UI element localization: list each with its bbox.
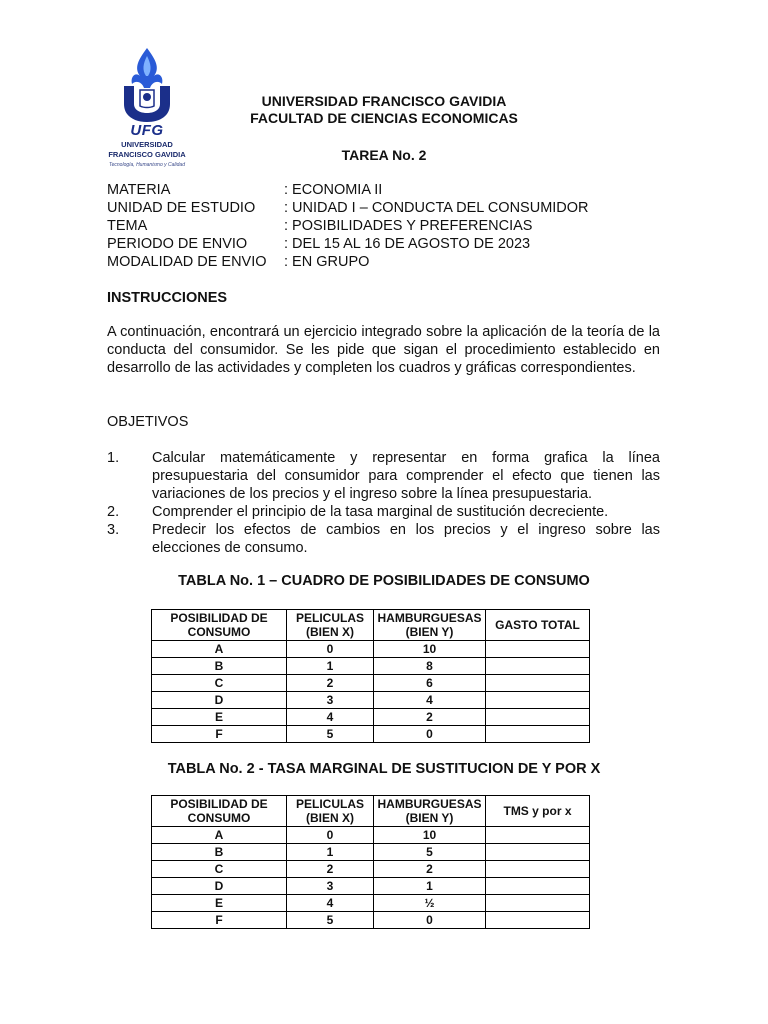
column-header: HAMBURGUESAS (BIEN Y): [374, 796, 486, 827]
list-item-text: Predecir los efectos de cambios en los precios y el ingreso sobre las elecciones de consumo.: [152, 522, 660, 556]
info-key: MATERIA: [107, 182, 171, 198]
table-cell: E: [152, 895, 287, 912]
info-value: : POSIBILIDADES Y PREFERENCIAS: [284, 218, 533, 234]
logo-line-1: UNIVERSIDAD: [121, 140, 173, 149]
info-row-materia: [107, 181, 589, 199]
table-row: [152, 861, 590, 878]
info-value: : ECONOMIA II: [284, 182, 383, 198]
table-cell-blank: [486, 861, 590, 878]
table-cell: 3: [287, 692, 374, 709]
table-cell: 8: [374, 658, 486, 675]
info-row-modalidad: [107, 253, 589, 271]
table-cell: 0: [374, 726, 486, 743]
table-cell: B: [152, 658, 287, 675]
info-key: UNIDAD DE ESTUDIO: [107, 200, 256, 216]
table-cell-blank: [486, 827, 590, 844]
table-cell-blank: [486, 895, 590, 912]
table-header-row: [152, 796, 590, 827]
table-cell: 6: [374, 675, 486, 692]
table-cell: 0: [287, 827, 374, 844]
objectives-title: OBJETIVOS: [107, 414, 189, 430]
table-cell: 4: [287, 709, 374, 726]
list-item-number: 1.: [107, 450, 120, 466]
course-info: [107, 181, 589, 271]
logo-line-2: FRANCISCO GAVIDIA: [108, 150, 186, 159]
table-cell: 2: [287, 675, 374, 692]
table-cell-blank: [486, 709, 590, 726]
column-header: PELICULAS (BIEN X): [287, 610, 374, 641]
table-cell: 3: [287, 878, 374, 895]
table-cell: 1: [287, 844, 374, 861]
table-cell: F: [152, 912, 287, 929]
table-cell-blank: [486, 641, 590, 658]
table-cell: C: [152, 675, 287, 692]
table1-title: TABLA No. 1 – CUADRO DE POSIBILIDADES DE CONSUMO: [178, 573, 590, 589]
table-cell: 2: [287, 861, 374, 878]
table-row: [152, 895, 590, 912]
list-item: [107, 503, 660, 521]
table-row: [152, 827, 590, 844]
table-cell: C: [152, 861, 287, 878]
table-cell: 2: [374, 861, 486, 878]
table-cell: 5: [374, 844, 486, 861]
table-cell: A: [152, 827, 287, 844]
faculty-name: FACULTAD DE CIENCIAS ECONOMICAS: [250, 110, 518, 126]
table-cell: 10: [374, 641, 486, 658]
table-cell: B: [152, 844, 287, 861]
table-cell: 0: [374, 912, 486, 929]
list-item-number: 3.: [107, 522, 120, 538]
table-row: [152, 912, 590, 929]
list-item-text: Comprender el principio de la tasa marginal de sustitución decreciente.: [152, 504, 609, 520]
table-cell: 4: [287, 895, 374, 912]
info-key: PERIODO DE ENVIO: [107, 236, 248, 252]
table2-title: TABLA No. 2 - TASA MARGINAL DE SUSTITUCION DE Y POR X: [167, 761, 601, 777]
info-value: : EN GRUPO: [284, 254, 370, 270]
table-cell: 4: [374, 692, 486, 709]
column-header: GASTO TOTAL: [486, 610, 590, 641]
table-cell-blank: [486, 692, 590, 709]
logo-tagline: Tecnología, Humanismo y Calidad: [109, 162, 185, 168]
table-cell: F: [152, 726, 287, 743]
table-cell: 1: [374, 878, 486, 895]
info-row-tema: [107, 217, 589, 235]
table-cell: 5: [287, 912, 374, 929]
info-value: : UNIDAD I – CONDUCTA DEL CONSUMIDOR: [284, 200, 589, 216]
table-row: [152, 641, 590, 658]
table-row: [152, 844, 590, 861]
table-cell-blank: [486, 675, 590, 692]
instructions-text: A continuación, encontrará un ejercicio integrado sobre la aplicación de la teoría de la conducta del consumidor. Se les pide que sigan el procedimiento establecido en desarrollo de las actividades y completen los cuadros y gráficas correspondientes.: [107, 324, 660, 376]
table-cell: 0: [287, 641, 374, 658]
table-cell: D: [152, 878, 287, 895]
table-cell: E: [152, 709, 287, 726]
table-cell: 10: [374, 827, 486, 844]
table-cell: 1: [287, 658, 374, 675]
column-header: POSIBILIDAD DE CONSUMO: [152, 610, 287, 641]
table-cell: ½: [374, 895, 486, 912]
table-row: [152, 675, 590, 692]
marginal-rate-of-substitution-table: [151, 795, 590, 929]
university-name: UNIVERSIDAD FRANCISCO GAVIDIA: [261, 93, 507, 109]
column-header: PELICULAS (BIEN X): [287, 796, 374, 827]
info-key: MODALIDAD DE ENVIO: [107, 254, 267, 270]
table-cell: 5: [287, 726, 374, 743]
column-header: TMS y por x: [486, 796, 590, 827]
table-cell-blank: [486, 844, 590, 861]
consumption-possibilities-table: [151, 609, 590, 743]
column-header: POSIBILIDAD DE CONSUMO: [152, 796, 287, 827]
info-row-periodo: [107, 235, 589, 253]
table-cell: 2: [374, 709, 486, 726]
objectives-list: [107, 449, 660, 557]
table-cell-blank: [486, 878, 590, 895]
table-cell: D: [152, 692, 287, 709]
info-key: TEMA: [107, 218, 148, 234]
table-row: [152, 709, 590, 726]
list-item: [107, 449, 660, 503]
logo-acronym: UFG: [130, 122, 164, 139]
info-row-unidad: [107, 199, 589, 217]
list-item-text: Calcular matemáticamente y representar en forma grafica la línea presupuestaria del consumidor para comprender el efecto que tienen las variaciones de los precios y el ingreso sobre la línea presupuestaria.: [152, 450, 660, 502]
table-cell-blank: [486, 912, 590, 929]
assignment-title: TAREA No. 2: [341, 147, 427, 163]
table-cell-blank: [486, 658, 590, 675]
table-row: [152, 692, 590, 709]
table-cell: A: [152, 641, 287, 658]
info-value: : DEL 15 AL 16 DE AGOSTO DE 2023: [284, 236, 531, 252]
column-header: HAMBURGUESAS (BIEN Y): [374, 610, 486, 641]
list-item: [107, 521, 660, 557]
table-row: [152, 878, 590, 895]
table-cell-blank: [486, 726, 590, 743]
table-row: [152, 726, 590, 743]
table-row: [152, 658, 590, 675]
table-header-row: [152, 610, 590, 641]
list-item-number: 2.: [107, 504, 120, 520]
instructions-title: INSTRUCCIONES: [107, 290, 228, 306]
